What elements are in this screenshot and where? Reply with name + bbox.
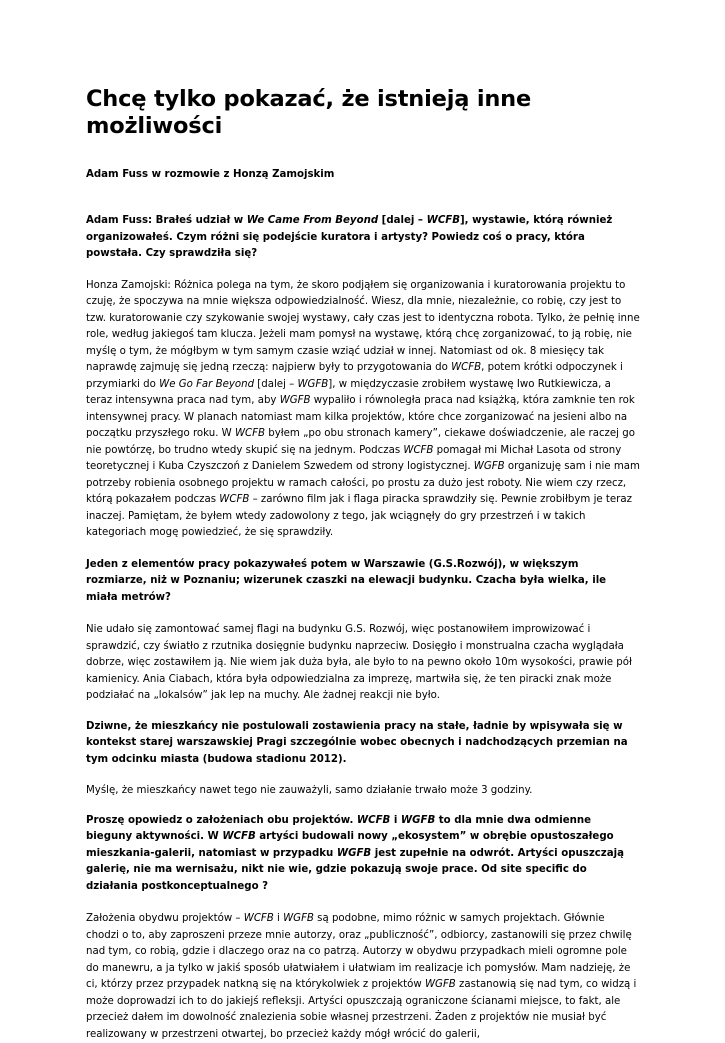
document-title: Chcę tylko pokazać, że istnieją inne możliwości (86, 86, 532, 139)
answer-3: Myślę, że mieszkańcy nawet tego nie zauważyli, samo działanie trwało może 3 godziny. (86, 785, 533, 796)
question-4: Proszę opowiedz o założeniach obu projektów. WCFB i WGFB to dla mnie dwa odmienne bieguny aktywności. W WCFB artyści budowali nowy „ekosystem” w obrębie opustoszałego mieszkania-galerii, natomiast w przypadku WGFB jest zupełnie na odwrót. Artyści opuszczają galerię, nie ma wernisażu, nikt nie wie, gdzie pokazują swoje prace. Od site specific do działania postkonceptualnego ? (86, 814, 624, 892)
document-page (86, 86, 640, 1043)
document-subtitle: Adam Fuss w rozmowie z Honzą Zamojskim (86, 169, 335, 180)
question-3: Dziwne, że mieszkańcy nie postulowali zostawienia pracy na stałe, ładnie by wpisywała się w kontekst starej warszawskiej Pragi szczególnie wobec obecnych i nadchodzących przemian na tym odcinku miasta (budowa stadionu 2012). (86, 720, 628, 765)
question-2: Jeden z elementów pracy pokazywałeś potem w Warszawie (G.S.Rozwój), w większym rozmiarze, niż w Poznaniu; wizerunek czaszki na elewacji budynku. Czacha była wielka, ile miała metrów? (86, 558, 607, 603)
answer-1: Honza Zamojski: Różnica polega na tym, że skoro podjąłem się organizowania i kuratorowania projektu to czuję, że spoczywa na mnie większa odpowiedzialność. Wiesz, dla mnie, niezależnie, co robię, czy jest to tzw. kuratorowanie czy szykowanie swojej wystawy, cały czas jest to identyczna robota. Tylko, że pełnię inne role, według jakiegoś tam klucza. Jeżeli mam pomysł na wystawę, którą chcę zorganizować, to ją robię, nie myślę o tym, że mógłbym w tym samym czasie wziąć udział w innej. Natomiast od ok. 8 miesięcy tak naprawdę zajmuję się jedną rzeczą: najpierw były to przygotowania do WCFB, potem krótki odpoczynek i przymiarki do We Go Far Beyond [dalej – WGFB], w międzyczasie zrobiłem wystawę Iwo Rutkiewicza, a teraz intensywna praca nad tym, aby WGFB wypaliło i równoległa praca nad książką, która zamknie ten rok intensywnej pracy. W planach natomiast mam kilka projektów, które chce zorganizować na jesieni albo na początku przyszłego roku. W WCFB byłem „po obu stronach kamery”, ciekawe doświadczenie, ale raczej go nie powtórzę, bo trudno wtedy skupić się na jednym. Podczas WCFB pomagał mi Michał Lasota od strony teoretycznej i Kuba Czyszczoń z Danielem Szwedem od strony logistycznej. WGFB organizuję sam i nie mam potrzeby robienia osobnego projektu w ramach całości, po prostu za dużo jest roboty. Nie wiem czy rzecz, którą pokazałem podczas WCFB – zarówno film jak i flaga piracka sprawdziły się. Pewnie zrobiłbym je teraz inaczej. Pamiętam, że byłem wtedy zadowolony z tego, jak wciągnęły do gry przestrzeń i w takich kategoriach mogę powiedzieć, że się sprawdziły. (86, 279, 640, 538)
answer-4: Założenia obydwu projektów – WCFB i WGFB są podobne, mimo różnic w samych projektach. Głównie chodzi o to, aby zaproszeni przeze mnie autorzy, oraz „publiczność”, odbiorcy, zastanowili się przez chwilę nad tym, co robią, gdzie i dlaczego oraz na co patrzą. Autorzy w obydwu przypadkach mieli ogromne pole do manewru, a ja tylko w jakiś sposób ułatwiałem i ułatwiam im realizacje ich pomysłów. Mam nadzieję, że ci, którzy przez przypadek natkną się na którykolwiek z projektów WGFB zastanowią się nad tym, co widzą i może doprowadzi ich to do jakiejś refleksji. Artyści opuszczają ograniczone ścianami miejsce, to fakt, ale przecież dałem im dowolność znalezienia sobie własnej przestrzeni. Żaden z projektów nie musiał być realizowany w przestrzeni otwartej, bo przecież każdy mógł wrócić do galerii, (86, 913, 637, 1040)
answer-2: Nie udało się zamontować samej flagi na budynku G.S. Rozwój, więc postanowiłem improwizować i sprawdzić, czy światło z rzutnika dosięgnie budynku naprzeciw. Dosięgło i monstrualna czacha wyglądała dobrze, więc zostawiłem ją. Nie wiem jak duża była, ale było to na pewno około 10m wysokości, prawie pół kamienicy. Ania Ciabach, która była odpowiedzialna za imprezę, martwiła się, że ten piracki znak może podziałać na „lokalsów” jak lep na muchy. Ale żadnej reakcji nie było. (86, 624, 632, 701)
question-1: Adam Fuss: Brałeś udział w We Came From Beyond [dalej – WCFB], wystawie, którą również organizowałeś. Czym różni się podejście kuratora i artysty? Powiedz coś o pracy, która powstała. Czy sprawdziła się? (86, 215, 613, 259)
